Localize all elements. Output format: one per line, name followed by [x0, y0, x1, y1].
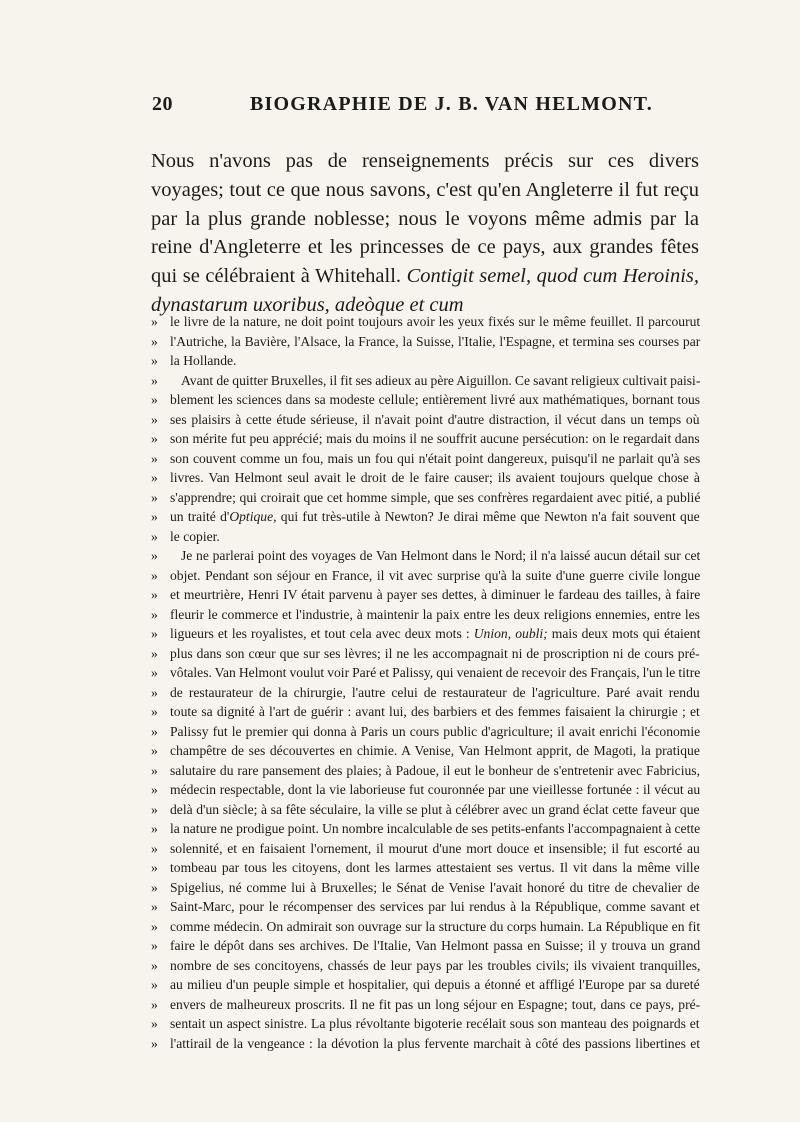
guillemet-marker: » — [151, 996, 158, 1012]
guillemet-marker: » — [151, 821, 158, 836]
quote-line — [151, 702, 700, 722]
quote-text: son mérite fut peu apprécié; mais du moins il ne souffrit aucune persécution: on le regardait dans — [170, 431, 700, 446]
quote-text: tombeau par tous les citoyens, dont les larmes attestaient ses vertus. Il vit dans la même ville — [170, 860, 700, 875]
quote-line — [151, 995, 700, 1015]
guillemet-marker: » — [151, 470, 158, 485]
quote-text: comme médecin. On admirait son ouvrage sur la structure du corps humain. La République en fit — [170, 918, 701, 934]
quote-line — [151, 839, 700, 859]
quote-text: Spigelius, né comme lui à Bruxelles; le Sénat de Venise l'avait honoré du titre de chevalier de — [170, 879, 700, 895]
guillemet-marker: » — [151, 684, 158, 700]
quote-text: objet. Pendant son séjour en France, il vit avec surprise qu'à la suite d'une guerre civile longue — [170, 567, 701, 583]
intro-text: Nous n'avons pas de renseignements précis sur ces divers voyages; tout ce que nous savons, c'est qu'en Angleterre il fut reçu par la plus grande noblesse; nous le voyons même admis par la reine d'Angleterre et les princesses de ce pays, aux grandes fêtes qui se célébraient à Whitehall. — [151, 150, 699, 288]
guillemet-marker: » — [151, 1035, 158, 1051]
quote-line — [151, 332, 700, 352]
quote-line — [151, 975, 700, 995]
page-number: 20 — [152, 93, 173, 115]
page-header — [0, 93, 800, 123]
quote-line — [151, 917, 700, 937]
guillemet-marker: » — [151, 840, 158, 856]
quote-text: le copier. — [170, 528, 220, 544]
quote-line — [151, 624, 700, 644]
quote-line — [151, 449, 700, 469]
guillemet-marker: » — [151, 860, 158, 875]
quote-line — [151, 507, 700, 527]
quote-line — [151, 410, 700, 430]
intro-paragraph — [151, 147, 699, 320]
quote-line — [151, 546, 700, 566]
guillemet-marker: » — [151, 431, 158, 446]
quote-text: solennité, et en faisaient l'ornement, il mourut d'une mort douce et insensible; il fut escorté au — [170, 840, 700, 856]
quote-line — [151, 527, 700, 547]
quote-line — [151, 488, 700, 508]
quote-line — [151, 858, 700, 878]
guillemet-marker: » — [151, 509, 158, 524]
quote-line — [151, 1034, 700, 1054]
quote-text: Saint-Marc, pour le récompenser des services par lui rendus à la République, comme savant et — [170, 899, 700, 914]
quote-line — [151, 644, 700, 664]
running-head: BIOGRAPHIE DE J. B. VAN HELMONT. — [250, 93, 653, 115]
quote-text: fleurir le commerce et l'industrie, à maintenir la paix entre les deux religions ennemies, entre les — [170, 606, 700, 622]
quote-text: sentait un aspect sinistre. La plus révoltante bigoterie recélait sous son manteau des poignards et — [170, 1016, 700, 1031]
guillemet-marker: » — [151, 1016, 158, 1031]
guillemet-marker: » — [151, 333, 158, 349]
quote-text: toute sa dignité à l'art de guérir : avant lui, des barbiers et des femmes faisaient la chirurgie ; et — [170, 704, 700, 719]
guillemet-marker: » — [151, 489, 158, 505]
quote-line — [151, 390, 700, 410]
quote-line — [151, 800, 700, 820]
guillemet-marker: » — [151, 392, 158, 407]
quote-text: ligueurs et les royalistes, et tout cela avec deux mots : — [170, 626, 474, 641]
guillemet-marker: » — [151, 587, 158, 602]
quote-text: la Hollande. — [170, 353, 237, 368]
quote-text: son couvent comme un fou, mais un fou qui n'était point dangereux, puisqu'il ne parlait qu'à ses — [170, 450, 701, 466]
quote-text: champêtre de ses découvertes en chimie. A Venise, Van Helmont apprit, de Magoti, la pratique — [170, 743, 700, 758]
quote-text: le livre de la nature, ne doit point toujours avoir les yeux fixés sur le même feuillet. Il parcourut — [170, 314, 701, 329]
quote-text: s'apprendre; qui croirait que cet homme simple, que ses confrères regardaient avec pitié, a publié — [170, 489, 701, 505]
guillemet-marker: » — [151, 762, 158, 778]
guillemet-marker: » — [151, 665, 158, 680]
quote-line — [151, 351, 700, 371]
guillemet-marker: » — [151, 606, 158, 622]
guillemet-marker: » — [151, 411, 158, 427]
guillemet-marker: » — [151, 450, 158, 466]
quote-line — [151, 936, 700, 956]
guillemet-marker: » — [151, 938, 158, 953]
guillemet-marker: » — [151, 704, 158, 719]
guillemet-marker: » — [151, 723, 158, 739]
quote-line — [151, 683, 700, 703]
guillemet-marker: » — [151, 372, 158, 388]
quote-text: livres. Van Helmont seul avait le droit de le faire causer; ils avaient toujours quelque chose à — [170, 470, 700, 485]
quote-text: au milieu d'un peuple simple et hospitalier, qui depuis a étonné et affligé l'Europe par sa dureté — [170, 977, 700, 992]
guillemet-marker: » — [151, 782, 158, 797]
quote-line — [151, 780, 700, 800]
quote-text: ses plaisirs à cette étude sérieuse, il n'avait point d'autre distraction, il vécut dans un temps où — [170, 411, 700, 427]
quote-line — [151, 819, 700, 839]
quote-text: la nature ne prodigue point. Un nombre incalculable de ses petits-enfants l'accompagnaient à cette — [170, 821, 701, 836]
guillemet-marker: » — [151, 918, 158, 934]
quote-text: faire le dépôt dans ses archives. De l'Italie, Van Helmont passa en Suisse; il y trouva un grand — [170, 938, 701, 953]
italic-term: Union, oubli; — [473, 626, 548, 641]
guillemet-marker: » — [151, 548, 158, 563]
quote-line — [151, 468, 700, 488]
guillemet-marker: » — [151, 899, 158, 914]
quote-text: mais deux mots qui étaient — [547, 626, 701, 641]
quote-line — [151, 371, 700, 391]
quote-line — [151, 741, 700, 761]
quote-text: Avant de quitter Bruxelles, il fit ses adieux au père Aiguillon. Ce savant religieux cultivait paisi- — [181, 372, 701, 388]
quote-line — [151, 312, 700, 332]
quote-line — [151, 761, 700, 781]
guillemet-marker: » — [151, 314, 158, 329]
quote-text: delà d'un siècle; à sa fête séculaire, la ville se plut à célébrer avec un grand éclat cette faveur que — [170, 801, 700, 817]
quote-text: l'Autriche, la Bavière, l'Alsace, la France, la Suisse, l'Italie, l'Espagne, et termina ses courses par — [170, 333, 701, 349]
quote-line — [151, 585, 700, 605]
italic-term: Optique, — [229, 509, 277, 524]
quote-text: salutaire du rare pansement des plaies; à Padoue, il eut le bonheur de s'entretenir avec Fabricius, — [170, 762, 700, 778]
quote-text: Je ne parlerai point des voyages de Van Helmont dans le Nord; il n'a laissé aucun détail sur cet — [181, 548, 701, 563]
guillemet-marker: » — [151, 801, 158, 817]
quote-text: de restaurateur de la chirurgie, l'autre celui de restaurateur de l'agriculture. Paré avait rendu — [170, 684, 700, 700]
quote-line — [151, 605, 700, 625]
quoted-passage — [151, 312, 700, 1053]
quote-text: nombre de ses concitoyens, chassés de leur pays par les troubles civils; ils vivaient tranquilles, — [170, 957, 701, 973]
quote-text: plus dans son cœur que sur ses lèvres; il ne les accompagnait ni de proscription ni de cours pré- — [170, 645, 700, 661]
quote-line — [151, 722, 700, 742]
guillemet-marker: » — [151, 528, 158, 544]
guillemet-marker: » — [151, 353, 158, 368]
quote-line — [151, 897, 700, 917]
latin-citation: Contigit semel, quod cum Heroinis, dynastarum uxoribus, adeòque et cum — [151, 265, 699, 316]
quote-line — [151, 429, 700, 449]
quote-text: l'attirail de la vengeance : la dévotion la plus fervente marchait à côté des passions libertines et — [170, 1035, 701, 1051]
quote-text: un traité d' — [170, 509, 230, 524]
quote-text: et meurtrière, Henri IV était parvenu à payer ses dettes, à diminuer le fardeau des tailles, à faire — [170, 587, 701, 602]
guillemet-marker: » — [151, 567, 158, 583]
quote-line — [151, 663, 700, 683]
quote-text: vôtales. Van Helmont voulut voir Paré et Palissy, qui venaient de recevoir des Français, l'un le titre — [170, 665, 701, 680]
guillemet-marker: » — [151, 645, 158, 661]
quote-line — [151, 956, 700, 976]
guillemet-marker: » — [151, 977, 158, 992]
quote-line — [151, 566, 700, 586]
quote-text: envers de malheureux proscrits. Il ne fit pas un long séjour en Espagne; tout, dans ce pays, pré- — [170, 996, 701, 1012]
quote-text: blement les sciences dans sa modeste cellule; entièrement livré aux mathématiques, bornant tous — [170, 392, 701, 407]
quote-text: médecin respectable, dont la vie laborieuse fut couronnée par une vieillesse fortunée : il vécut au — [170, 782, 701, 797]
guillemet-marker: » — [151, 879, 158, 895]
guillemet-marker: » — [151, 743, 158, 758]
quote-text: Palissy fut le premier qui donna à Paris un cours public d'agriculture; il avait enrichi l'économie — [170, 723, 701, 739]
guillemet-marker: » — [151, 957, 158, 973]
guillemet-marker: » — [151, 626, 158, 641]
quote-line — [151, 1014, 700, 1034]
quote-text: qui fut très-utile à Newton? Je dirai même que Newton n'a fait souvent que — [276, 509, 700, 524]
quote-line — [151, 878, 700, 898]
